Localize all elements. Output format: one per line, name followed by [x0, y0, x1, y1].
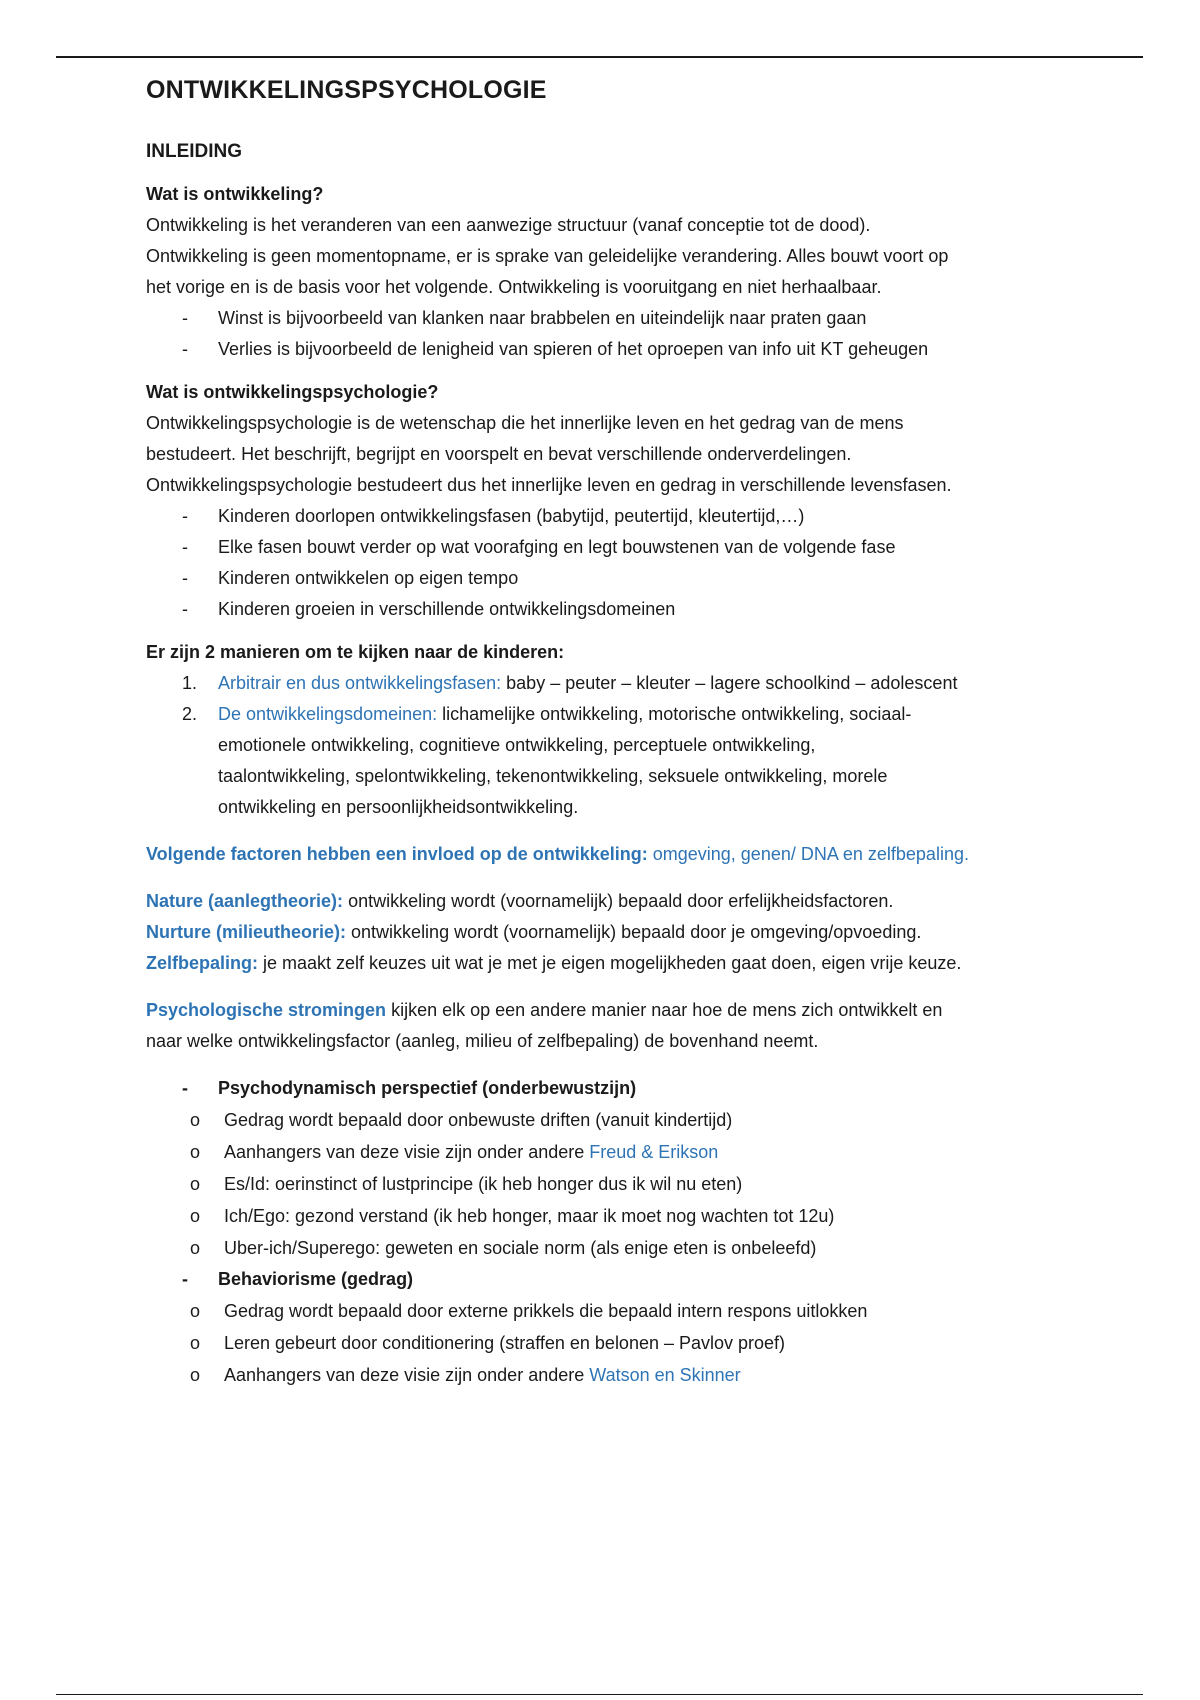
perspective-heading: - Behaviorisme (gedrag) [146, 1264, 1066, 1295]
list-item: o Leren gebeurt door conditionering (straffen en belonen – Pavlov proef) [146, 1327, 1066, 1359]
paragraph-line: Ontwikkeling is geen momentopname, er is sprake van geleidelijke verandering. Alles bouwt voort op [146, 246, 949, 266]
list-item: o Gedrag wordt bepaald door onbewuste driften (vanuit kindertijd) [146, 1104, 1066, 1136]
stromingen-label: Psychologische stromingen [146, 1000, 387, 1020]
list-item: o Es/Id: oerinstinct of lustprincipe (ik heb honger dus ik wil nu eten) [146, 1168, 1066, 1200]
list-item: o Gedrag wordt bepaald door externe prikkels die bepaald intern respons uitlokken [146, 1295, 1066, 1327]
list-item: - Elke fasen bouwt verder op wat voorafging en legt bouwstenen van de volgende fase [146, 532, 1066, 563]
names-link: Watson en Skinner [589, 1365, 741, 1385]
factors-label: Volgende factoren hebben een invloed op de ontwikkeling: [146, 844, 648, 864]
document-title: ONTWIKKELINGSPSYCHOLOGIE [146, 76, 547, 104]
dash-marker: - [182, 339, 188, 359]
circle-marker: o [190, 1333, 201, 1353]
theory-nurture: Nurture (milieutheorie): ontwikkeling wordt (voornamelijk) bepaald door je omgeving/opvoeding. [146, 922, 922, 942]
list-item: - Verlies is bijvoorbeeld de lenigheid van spieren of het oproepen van info uit KT geheugen [146, 334, 1066, 365]
circle-marker: o [190, 1365, 201, 1385]
heading-twee-manieren: Er zijn 2 manieren om te kijken naar de kinderen: [146, 642, 565, 662]
dash-marker: - [182, 506, 188, 526]
list-item: - Kinderen ontwikkelen op eigen tempo [146, 563, 1066, 594]
list-item: o Ich/Ego: gezond verstand (ik heb honger, maar ik moet nog wachten tot 12u) [146, 1200, 1066, 1232]
term-label: Arbitrair en dus ontwikkelingsfasen: [218, 673, 502, 693]
stromingen-block: Psychologische stromingen kijken elk op een andere manier naar hoe de mens zich ontwikkelt en naar welke ontwikkelingsfactor (aanleg, milieu of zelfbepaling) de bovenhand neemt. [146, 995, 1066, 1057]
dash-marker: - [182, 599, 188, 619]
circle-marker: o [190, 1206, 201, 1226]
factors-text: omgeving, genen/ DNA en zelfbepaling. [652, 844, 969, 864]
header-rule [56, 56, 1143, 58]
document-page [146, 72, 1066, 1391]
list-item: - Winst is bijvoorbeeld van klanken naar brabbelen en uiteindelijk naar praten gaan [146, 303, 1066, 334]
dash-marker: - [182, 1269, 188, 1289]
circle-marker: o [190, 1238, 201, 1258]
dash-marker: - [182, 568, 188, 588]
paragraph-line: het vorige en is de basis voor het volgende. Ontwikkeling is vooruitgang en niet herhaalbaar. [146, 277, 882, 297]
footer-rule [56, 1694, 1143, 1695]
theory-nature: Nature (aanlegtheorie): ontwikkeling wordt (voornamelijk) bepaald door erfelijkheidsfactoren. [146, 891, 894, 911]
names-link: Freud & Erikson [589, 1142, 719, 1162]
list-item: o Aanhangers van deze visie zijn onder andere Freud & Erikson [146, 1136, 1066, 1168]
paragraph-line: Ontwikkeling is het veranderen van een aanwezige structuur (vanaf conceptie tot de dood). [146, 215, 871, 235]
dash-marker: - [182, 1078, 188, 1098]
dash-marker: - [182, 537, 188, 557]
theory-zelfbepaling: Zelfbepaling: je maakt zelf keuzes uit wat je met je eigen mogelijkheden gaat doen, eigen vrije keuze. [146, 953, 962, 973]
list-number: 2. [182, 704, 198, 724]
sub-list-psychodynamisch [146, 1104, 1066, 1264]
heading-wat-is-ontwikkeling: Wat is ontwikkeling? [146, 184, 324, 204]
term-label: De ontwikkelingsdomeinen: [218, 704, 438, 724]
list-item: o Aanhangers van deze visie zijn onder andere Watson en Skinner [146, 1359, 1066, 1391]
section-heading: INLEIDING [146, 141, 243, 162]
circle-marker: o [190, 1301, 201, 1321]
numbered-list-manieren [146, 668, 1066, 823]
heading-wat-is-ontwikkelingspsychologie: Wat is ontwikkelingspsychologie? [146, 382, 439, 402]
circle-marker: o [190, 1142, 201, 1162]
paragraph-line: naar welke ontwikkelingsfactor (aanleg, milieu of zelfbepaling) de bovenhand neemt. [146, 1031, 819, 1051]
list-item: 1. Arbitrair en dus ontwikkelingsfasen: baby – peuter – kleuter – lagere schoolkind – adolescent [146, 668, 1066, 699]
bullet-list-kinderen [146, 501, 1066, 625]
theories-block [146, 886, 1066, 979]
circle-marker: o [190, 1110, 201, 1130]
circle-marker: o [190, 1174, 201, 1194]
paragraph-line: bestudeert. Het beschrijft, begrijpt en voorspelt en bevat verschillende onderverdelingen. [146, 444, 852, 464]
list-item: o Uber-ich/Superego: geweten en sociale norm (als enige eten is onbeleefd) [146, 1232, 1066, 1264]
dash-marker: - [182, 308, 188, 328]
list-item: 2. De ontwikkelingsdomeinen: lichamelijke ontwikkeling, motorische ontwikkeling, sociaal- emotionele ontwikkeling, cognitieve ontwikkeling, perceptuele ontwikkeling, taalontwikkeling, spelontwikkeling, tekenontwikkeling, seksuele ontwikkeling, morele ontwikkeling en persoonlijkheidsontwikkeling. [146, 699, 1066, 823]
list-item: - Kinderen groeien in verschillende ontwikkelingsdomeinen [146, 594, 1066, 625]
perspective-heading: - Psychodynamisch perspectief (onderbewustzijn) [146, 1073, 1066, 1104]
list-number: 1. [182, 673, 198, 693]
sub-list-behaviorisme [146, 1295, 1066, 1391]
perspectives-list [146, 1073, 1066, 1391]
bullet-list-winst-verlies [146, 303, 1066, 365]
list-item: - Kinderen doorlopen ontwikkelingsfasen (babytijd, peutertijd, kleutertijd,…) [146, 501, 1066, 532]
paragraph-line: Ontwikkelingspsychologie bestudeert dus het innerlijke leven en gedrag in verschillende levensfasen. [146, 475, 952, 495]
paragraph-line: Ontwikkelingspsychologie is de wetenschap die het innerlijke leven en het gedrag van de mens [146, 413, 904, 433]
factors-paragraph [146, 839, 1066, 870]
